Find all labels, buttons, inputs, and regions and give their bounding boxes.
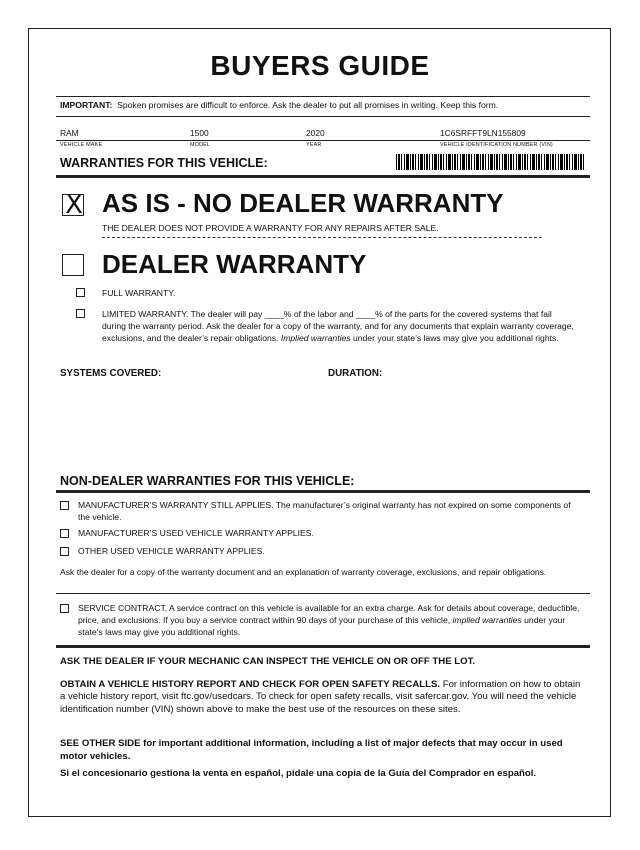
other-used-checkbox[interactable] bbox=[60, 547, 69, 556]
as-is-description: THE DEALER DOES NOT PROVIDE A WARRANTY FOR ANY REPAIRS AFTER SALE. bbox=[102, 223, 439, 233]
as-is-checkbox[interactable] bbox=[62, 190, 84, 220]
vehicle-vin-label: VEHICLE IDENTIFICATION NUMBER (VIN) bbox=[440, 142, 553, 148]
dashed-divider bbox=[102, 237, 542, 238]
limited-warranty-checkbox[interactable] bbox=[76, 309, 85, 318]
non-dealer-heading: NON-DEALER WARRANTIES FOR THIS VEHICLE: bbox=[60, 474, 355, 488]
manufacturer-warranty-text: MANUFACTURER’S WARRANTY STILL APPLIES. The manufacturer’s original warranty has not expired on some components of the vehicle. bbox=[78, 500, 571, 522]
warranties-heading: WARRANTIES FOR THIS VEHICLE: bbox=[60, 156, 268, 170]
limited-warranty-text bbox=[102, 308, 578, 344]
manufacturer-used-checkbox[interactable] bbox=[60, 529, 69, 538]
service-contract-emphasis: implied warranties bbox=[452, 615, 522, 625]
thick-divider bbox=[56, 645, 590, 648]
full-warranty-label: FULL WARRANTY. bbox=[102, 288, 176, 298]
vehicle-year-label: YEAR bbox=[306, 142, 322, 148]
limited-warranty-tail: under your state’s laws may give you additional rights. bbox=[350, 333, 559, 343]
divider bbox=[56, 96, 590, 97]
divider bbox=[56, 116, 590, 117]
important-text: Spoken promises are difficult to enforce. Ask the dealer to put all promises in writing. Keep this form. bbox=[117, 100, 499, 110]
history-report-body: For information on how to obtain a vehicle history report, visit ftc.gov/usedcars. To check for open safety recalls, visit safercar.gov. You will need the vehicle identification number (VIN) shown above to make the best use of the resources on these sites. bbox=[60, 679, 581, 715]
dealer-warranty-checkbox[interactable] bbox=[62, 254, 84, 276]
see-other-side-text: SEE OTHER SIDE for important additional information, including a list of major defects that may occur in used motor vehicles. bbox=[60, 738, 563, 762]
limited-warranty-emphasis: Implied warranties bbox=[280, 333, 351, 343]
vehicle-year: 2020 bbox=[306, 128, 325, 138]
document-title: BUYERS GUIDE bbox=[210, 50, 430, 81]
service-contract-text bbox=[78, 602, 582, 638]
vehicle-vin: 1C6SRFFT9LN155809 bbox=[440, 128, 526, 138]
important-notice bbox=[60, 100, 498, 110]
manufacturer-warranty-checkbox[interactable] bbox=[60, 501, 69, 510]
vehicle-model-label: MODEL bbox=[190, 142, 211, 148]
mechanic-notice: ASK THE DEALER IF YOUR MECHANIC CAN INSPECT THE VEHICLE ON OR OFF THE LOT. bbox=[60, 656, 476, 667]
duration-label: DURATION: bbox=[328, 368, 383, 379]
service-contract-body: SERVICE CONTRACT. A service contract on this vehicle is available for an extra charge. Ask for details about coverage, deductible, price, and exclusions. If you buy a service contract within 90 days of your purchase of this vehicle, bbox=[78, 603, 580, 625]
service-contract-tail: under your state’s laws may give you additional rights. bbox=[78, 615, 566, 637]
manufacturer-used-text: MANUFACTURER’S USED VEHICLE WARRANTY APPLIES. bbox=[78, 528, 314, 538]
other-used-text: OTHER USED VEHICLE WARRANTY APPLIES. bbox=[78, 546, 265, 556]
thick-divider bbox=[56, 175, 590, 178]
as-is-heading: AS IS - NO DEALER WARRANTY bbox=[102, 188, 504, 218]
systems-covered-label: SYSTEMS COVERED: bbox=[60, 368, 162, 379]
ask-copy-text: Ask the dealer for a copy of the warranty document and an explanation of warranty coverage, exclusions, and repair obligations. bbox=[60, 567, 547, 577]
limited-warranty-body: LIMITED WARRANTY. The dealer will pay ____% of the labor and ____% of the parts for the covered systems that fail during the warranty period. Ask the dealer for a copy of the warranty, and for any documents that explain warranty coverage, exclusions, and the dealer’s repair obligations. bbox=[102, 309, 574, 343]
divider bbox=[56, 593, 590, 594]
service-contract-checkbox[interactable] bbox=[60, 604, 69, 613]
vehicle-model: 1500 bbox=[190, 128, 209, 138]
important-label: IMPORTANT: bbox=[60, 100, 113, 110]
thick-divider bbox=[56, 490, 590, 493]
vehicle-make-label: VEHICLE MAKE bbox=[60, 142, 103, 148]
full-warranty-checkbox[interactable] bbox=[76, 288, 85, 297]
x-mark-icon: X bbox=[65, 190, 83, 220]
history-report-text bbox=[60, 679, 582, 716]
dealer-warranty-heading: DEALER WARRANTY bbox=[102, 249, 367, 279]
barcode bbox=[396, 154, 584, 170]
divider bbox=[56, 140, 590, 141]
history-report-heading: OBTAIN A VEHICLE HISTORY REPORT AND CHECK FOR OPEN SAFETY RECALLS. bbox=[60, 679, 441, 690]
vehicle-make: RAM bbox=[60, 128, 79, 138]
spanish-notice: Si el concesionario gestiona la venta en español, pídale una copia de la Guía del Comprador en español. bbox=[60, 768, 537, 779]
